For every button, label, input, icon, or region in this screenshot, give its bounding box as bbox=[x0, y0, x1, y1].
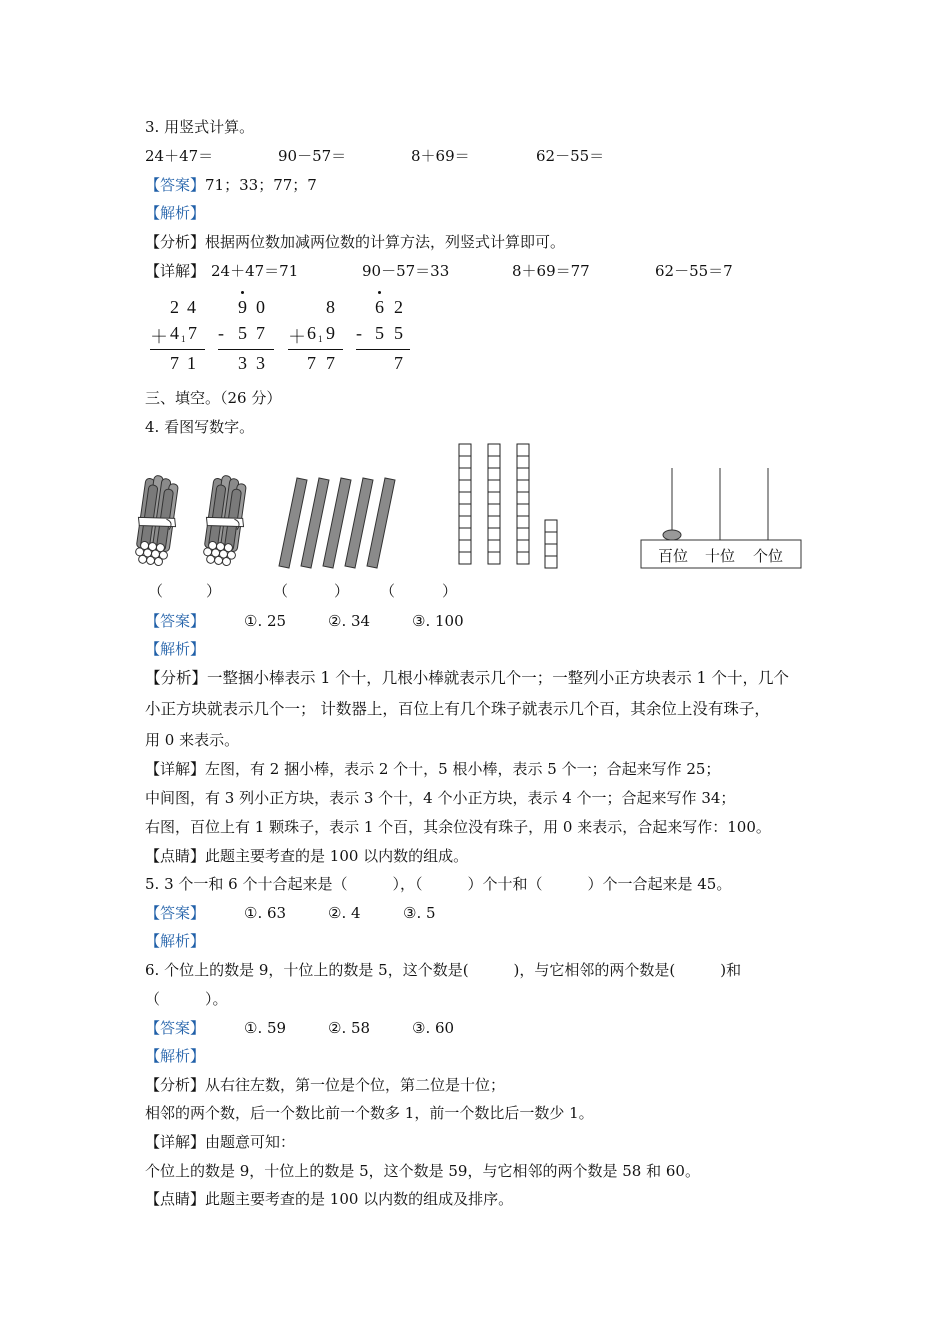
q6-answer-tag: 【答案】 bbox=[145, 1019, 206, 1037]
bundle-of-ten-sticks bbox=[132, 474, 182, 567]
fenxi-tag: 【分析】 bbox=[145, 233, 206, 251]
q5-answer-tag: 【答案】 bbox=[145, 904, 206, 922]
digit: 5 bbox=[238, 323, 247, 343]
q3-result-2: 90－57＝33 bbox=[362, 262, 450, 280]
answer-blank-close: ） bbox=[442, 582, 458, 600]
q4-fenxi-line-3: 用 0 来表示。 bbox=[145, 731, 240, 749]
q6-jiexi-tag: 【解析】 bbox=[145, 1047, 206, 1065]
operator: ＋ bbox=[150, 327, 168, 347]
q4-answer-1: ①. 25 bbox=[244, 612, 287, 630]
q4-jiexi-tag: 【解析】 bbox=[145, 640, 206, 658]
q4-answer-3: ③. 100 bbox=[412, 612, 464, 630]
q6-answer-3: ③. 60 bbox=[412, 1019, 455, 1037]
fenxi-text: 一整捆小棒表示 1 个十，几根小棒就表示几个一；一整列小正方块表示 1 个十，几个 bbox=[207, 669, 789, 687]
digit: 7 bbox=[394, 353, 403, 373]
abacus-label-hundreds: 百位 bbox=[658, 547, 689, 565]
q4-dianjing bbox=[145, 845, 468, 867]
fenxi-tag: 【分析】 bbox=[145, 1076, 206, 1094]
operator: - bbox=[218, 323, 224, 343]
digit: 0 bbox=[256, 297, 265, 317]
dianjing-tag: 【点睛】 bbox=[145, 847, 206, 865]
digit: 1 bbox=[187, 353, 196, 373]
abacus-label-ones: 个位 bbox=[753, 547, 784, 565]
q6-fenxi-line-1 bbox=[145, 1074, 505, 1096]
xiangjie-tag: 【详解】 bbox=[145, 1133, 206, 1151]
carry-mark: 1 bbox=[318, 334, 323, 344]
xiangjie-tag: 【详解】 bbox=[145, 760, 206, 778]
xiangjie-text: 左图，有 2 捆小棒，表示 2 个十，5 根小棒，表示 5 个一；合起来写作 25； bbox=[205, 760, 721, 778]
section-three-heading: 三、填空。（26 分） bbox=[145, 389, 282, 407]
q3-title: 3. 用竖式计算。 bbox=[145, 118, 255, 136]
q4-xiangjie-line-2: 中间图，有 3 列小正方块，表示 3 个十，4 个小正方块，表示 4 个一；合起来写作 34； bbox=[145, 789, 736, 807]
digit: 7 bbox=[170, 353, 179, 373]
digit: 5 bbox=[394, 323, 403, 343]
q3-expr-3: 8＋69＝ bbox=[411, 147, 470, 165]
q3-jiexi-tag: 【解析】 bbox=[145, 204, 206, 222]
answer-text: 71；33；77；7 bbox=[205, 176, 317, 194]
q5-answer-2: ②. 4 bbox=[328, 904, 361, 922]
answer-blank-open: （ bbox=[273, 582, 289, 600]
q3-expr-2: 90－57＝ bbox=[278, 147, 347, 165]
digit: 4 bbox=[170, 323, 179, 343]
q6-fenxi-line-2: 相邻的两个数，后一个数比前一个数多 1，前一个数比后一数少 1。 bbox=[145, 1104, 594, 1122]
single-sticks bbox=[279, 478, 395, 568]
dianjing-tag: 【点睛】 bbox=[145, 1190, 206, 1208]
xiangjie-text: 由题意可知： bbox=[205, 1133, 296, 1151]
q6-title-line-2: （ ）。 bbox=[145, 990, 228, 1008]
digit: 3 bbox=[238, 353, 247, 373]
q5-answer-3: ③. 5 bbox=[403, 904, 436, 922]
answer-blank-open: （ bbox=[148, 582, 164, 600]
digit: 8 bbox=[326, 297, 335, 317]
answer-blank-close: ） bbox=[334, 582, 350, 600]
digit: 9 bbox=[238, 297, 247, 317]
q6-xiangjie-line-1 bbox=[145, 1131, 295, 1153]
q4-fenxi-line-2: 小正方块就表示几个一； 计数器上，百位上有几个珠子就表示几个百，其余位上没有珠子， bbox=[145, 700, 770, 718]
digit: 7 bbox=[326, 353, 335, 373]
dianjing-text: 此题主要考查的是 100 以内数的组成及排序。 bbox=[205, 1190, 514, 1208]
abacus-label-tens: 十位 bbox=[705, 547, 736, 565]
q3-result-3: 8＋69＝77 bbox=[512, 262, 590, 280]
answer-tag: 【答案】 bbox=[145, 176, 206, 194]
q3-result-1: 24＋47＝71 bbox=[211, 262, 299, 280]
digit: 6 bbox=[375, 297, 384, 317]
q6-answer-2: ②. 58 bbox=[328, 1019, 371, 1037]
dianjing-text: 此题主要考查的是 100 以内数的组成。 bbox=[205, 847, 469, 865]
fenxi-text: 从右往左数，第一位是个位，第二位是十位； bbox=[205, 1076, 506, 1094]
q6-title-line-1: 6. 个位上的数是 9，十位上的数是 5，这个数是( )，与它相邻的两个数是( )和 bbox=[145, 961, 742, 979]
q4-answer-2: ②. 34 bbox=[328, 612, 371, 630]
q4-title: 4. 看图写数字。 bbox=[145, 418, 255, 436]
digit: 3 bbox=[256, 353, 265, 373]
q6-answer-1: ①. 59 bbox=[244, 1019, 287, 1037]
digit: 6 bbox=[307, 323, 316, 343]
q4-fenxi-line-1 bbox=[145, 667, 789, 689]
q4-figures bbox=[0, 0, 950, 600]
answer-blank-close: ） bbox=[206, 582, 222, 600]
q5-answer-1: ①. 63 bbox=[244, 904, 287, 922]
digit: 4 bbox=[187, 297, 196, 317]
operator: ＋ bbox=[288, 327, 306, 347]
abacus-bead bbox=[663, 530, 681, 540]
q4-xiangjie-line-3: 右图，百位上有 1 颗珠子，表示 1 个百，其余位没有珠子，用 0 来表示，合起来写作：100。 bbox=[145, 818, 771, 836]
fenxi-tag: 【分析】 bbox=[145, 669, 208, 687]
digit: 9 bbox=[326, 323, 335, 343]
digit: 5 bbox=[375, 323, 384, 343]
digit: 7 bbox=[256, 323, 265, 343]
q5-title: 5. 3 个一和 6 个十合起来是（ ），（ ）个十和（ ）个一合起来是 45。 bbox=[145, 875, 732, 893]
q6-dianjing bbox=[145, 1188, 513, 1210]
digit: 7 bbox=[307, 353, 316, 373]
q4-answer-tag: 【答案】 bbox=[145, 612, 206, 630]
digit: 2 bbox=[170, 297, 179, 317]
q3-expr-1: 24＋47＝ bbox=[145, 147, 214, 165]
q3-xiangjie-label: 【详解】 bbox=[145, 262, 206, 280]
carry-mark: 1 bbox=[181, 334, 186, 344]
digit: 7 bbox=[188, 323, 197, 343]
answer-blank-open: （ bbox=[380, 582, 396, 600]
fenxi-text: 根据两位数加减两位数的计算方法，列竖式计算即可。 bbox=[205, 233, 566, 251]
operator: - bbox=[356, 323, 362, 343]
q4-xiangjie-line-1 bbox=[145, 758, 720, 780]
q3-result-4: 62－55＝7 bbox=[655, 262, 733, 280]
bundle-of-ten-sticks bbox=[200, 474, 250, 567]
q6-xiangjie-line-2: 个位上的数是 9，十位上的数是 5，这个数是 59，与它相邻的两个数是 58 和 60。 bbox=[145, 1162, 700, 1180]
q5-jiexi-tag: 【解析】 bbox=[145, 932, 206, 950]
digit: 2 bbox=[394, 297, 403, 317]
ten-cube-columns bbox=[459, 444, 557, 568]
q3-expr-4: 62－55＝ bbox=[536, 147, 605, 165]
